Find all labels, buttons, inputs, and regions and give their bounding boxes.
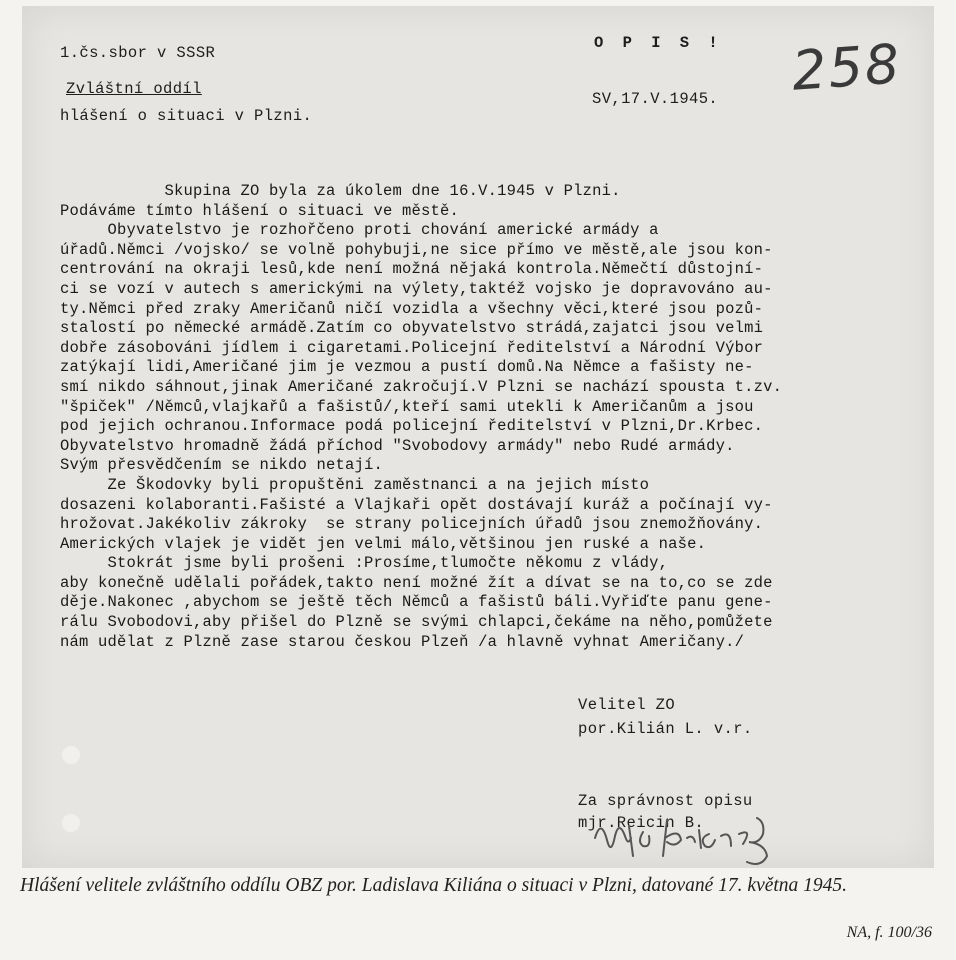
body-line: Obyvatelstvo je rozhořčeno proti chování americké armády a bbox=[60, 221, 659, 240]
header-unit: Zvláštní oddíl bbox=[66, 80, 202, 98]
body-line: rálu Svobodovi,aby přišel do Plzně se svými chlapci,čekáme na něho,pomůžete bbox=[60, 613, 773, 632]
signature-title: Velitel ZO bbox=[578, 696, 676, 714]
body-line: zatýkají lidi,Američané jim je vezmou a pustí domů.Na Němce a fašisty ne- bbox=[60, 358, 754, 377]
handwritten-number: 258 bbox=[789, 32, 904, 103]
body-line: Amerických vlajek je vidět jen velmi málo,většinou jen ruské a naše. bbox=[60, 534, 707, 553]
body-line: Obyvatelstvo hromadně žádá příchod "Svobodovy armády" nebo Rudé armády. bbox=[60, 436, 735, 455]
figure-caption: Hlášení velitele zvláštního oddílu OBZ por. Ladislava Kiliána o situaci v Plzni, datované 17. května 1945. bbox=[20, 875, 848, 896]
source-reference: NA, f. 100/36 bbox=[846, 924, 932, 941]
body-line: úřadů.Němci /vojsko/ se volně pohybuji,ne sice přímo ve městě,ale jsou kon- bbox=[60, 240, 773, 259]
body-line: smí nikdo sáhnout,jinak Američané zakročují.V Plzni se nachází spousta t.zv. bbox=[60, 377, 783, 396]
report-body bbox=[60, 182, 782, 652]
body-line: Skupina ZO byla za úkolem dne 16.V.1945 v Plzni. bbox=[60, 182, 621, 200]
body-line: děje.Nakonec ,abychom se ještě těch Němců a fašistů báli.Vyřiďte panu gene- bbox=[60, 593, 773, 612]
body-line: "špiček" /Němců,vlajkařů a fašistů/,kteří sami utekli k Američanům a jsou bbox=[60, 397, 754, 416]
body-line: Stokrát jsme byli prošeni :Prosíme,tlumočte někomu z vlády, bbox=[60, 554, 669, 573]
header-date: SV,17.V.1945. bbox=[592, 90, 719, 108]
body-line: pod jejich ochranou.Informace podá policejní ředitelství v Plzni,Dr.Krbec. bbox=[60, 417, 764, 436]
handwritten-signature bbox=[587, 808, 832, 874]
body-line: centrování na okraji lesů,kde není možná nějaká kontrola.Němečtí důstojní- bbox=[60, 260, 764, 279]
certification-name: mjr.Reicin B. bbox=[578, 814, 705, 832]
body-line: Podáváme tímto hlášení o situaci ve městě. bbox=[60, 201, 460, 220]
body-line: Ze Škodovky byli propuštěni zaměstnanci a na jejich místo bbox=[60, 475, 650, 494]
body-line: stalostí po německé armádě.Zatím co obyvatelstvo strádá,zajatci jsou velmi bbox=[60, 319, 764, 338]
body-line: dobře zásobováni jídlem i cigaretami.Policejní ředitelství a Národní Výbor bbox=[60, 338, 764, 357]
header-subject: hlášení o situaci v Plzni. bbox=[60, 107, 313, 125]
body-line: dosazeni kolaboranti.Fašisté a Vlajkaři opět dostávají kuráž a počínají vy- bbox=[60, 495, 773, 514]
header-copy-mark: O P I S ! bbox=[594, 34, 723, 52]
typed-document bbox=[22, 6, 934, 868]
signature-name: por.Kilián L. v.r. bbox=[578, 720, 753, 738]
body-line: hrožovat.Jakékoliv zákroky se strany policejních úřadů jsou znemožňovány. bbox=[60, 515, 764, 534]
body-line: Svým přesvědčením se nikdo netají. bbox=[60, 456, 384, 475]
body-line: ci se vozí v autech s americkými na výlety,taktéž vojsko je dopravováno au- bbox=[60, 279, 773, 298]
body-line: nám udělat z Plzně zase starou českou Plzeň /a hlavně vyhnat Američany./ bbox=[60, 632, 745, 651]
header-corps: 1.čs.sbor v SSSR bbox=[60, 44, 216, 62]
certification-label: Za správnost opisu bbox=[578, 792, 753, 810]
body-line: aby konečně udělali pořádek,takto není možné žít a dívat se na to,co se zde bbox=[60, 573, 773, 592]
body-line: ty.Němci před zraky Američanů ničí vozidla a všechny věci,které jsou pozů- bbox=[60, 299, 764, 318]
